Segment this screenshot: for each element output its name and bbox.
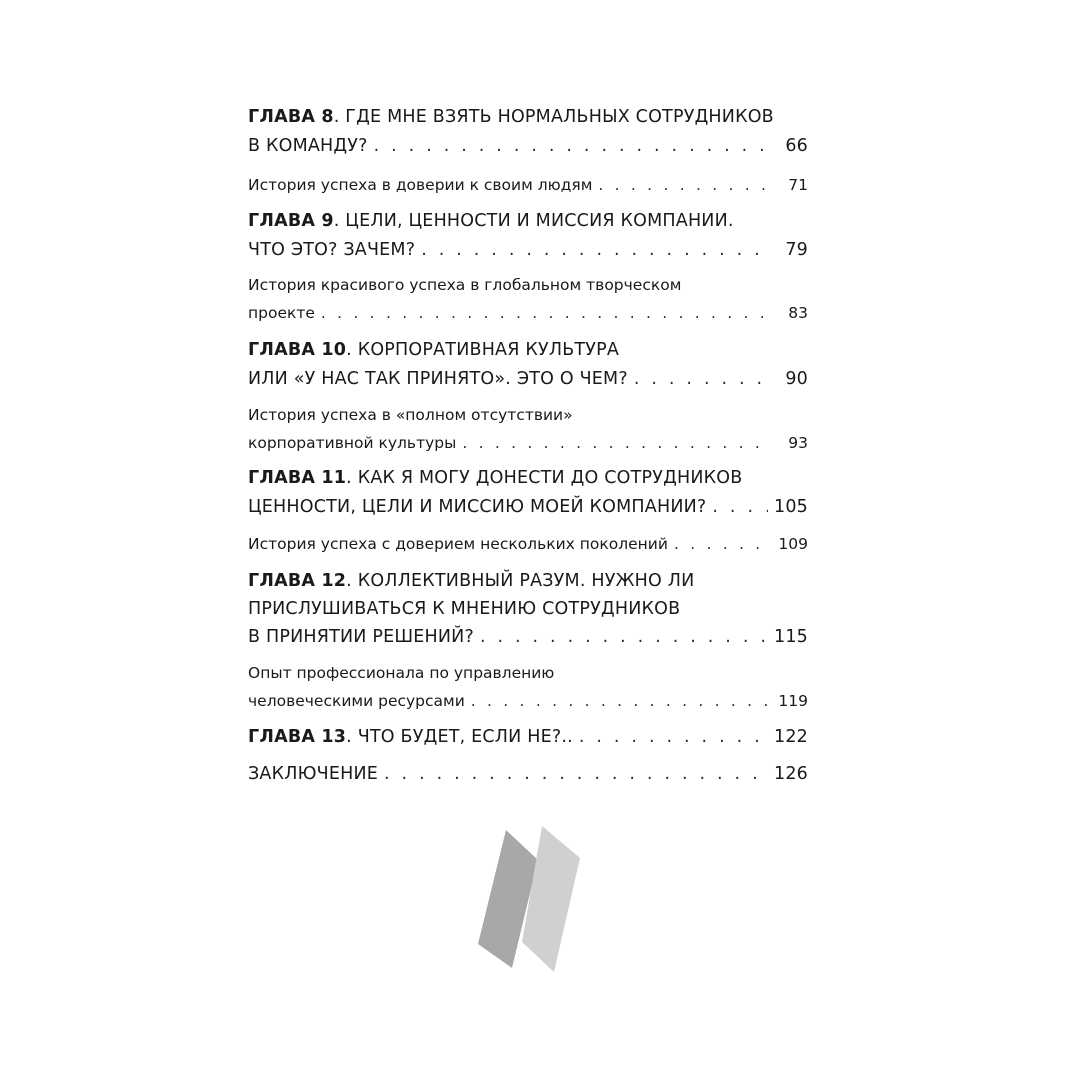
- toc-chapter-11-title[interactable]: [248, 463, 808, 489]
- toc-chapter-8-title[interactable]: [248, 102, 808, 128]
- toc-story-11-entry[interactable]: [248, 529, 808, 555]
- chapter-title: . КОРПОРАТИВНАЯ КУЛЬТУРА: [346, 340, 620, 360]
- dot-leader: [579, 726, 768, 748]
- chapter-title: . КАК Я МОГУ ДОНЕСТИ ДО СОТРУДНИКОВ: [346, 468, 743, 488]
- page-number: 79: [785, 240, 808, 260]
- page-number: 71: [788, 176, 808, 194]
- chapter-title: . КОЛЛЕКТИВНЫЙ РАЗУМ. НУЖНО ЛИ: [346, 571, 695, 591]
- chapter-title: . ГДЕ МНЕ ВЗЯТЬ НОРМАЛЬНЫХ СОТРУДНИКОВ: [333, 107, 774, 127]
- chapter-label: ГЛАВА 11: [248, 468, 347, 488]
- page-number: 122: [773, 727, 808, 747]
- story-title-continued: проекте: [248, 304, 315, 322]
- chapter-title: . ЧТО БУДЕТ, ЕСЛИ НЕ?..: [346, 727, 573, 747]
- toc-story-10-entry[interactable]: [248, 428, 808, 454]
- toc-story-12-entry[interactable]: [248, 686, 808, 712]
- publisher-logo-icon: [470, 826, 582, 972]
- toc-chapter-12-entry[interactable]: [248, 622, 808, 648]
- dot-leader: [471, 690, 772, 712]
- toc-story-10-title[interactable]: [248, 400, 808, 426]
- page-number: 93: [788, 434, 808, 452]
- toc-chapter-10-entry[interactable]: [248, 364, 808, 390]
- chapter-title-continued: ЧТО ЭТО? ЗАЧЕМ?: [248, 240, 416, 260]
- story-title: История красивого успеха в глобальном творческом: [248, 276, 682, 294]
- chapter-title: . ЦЕЛИ, ЦЕННОСТИ И МИССИЯ КОМПАНИИ.: [333, 211, 734, 231]
- chapter-label: ГЛАВА 8: [248, 107, 334, 127]
- page-number: 90: [785, 369, 808, 389]
- toc-chapter-9-entry[interactable]: [248, 235, 808, 261]
- toc-chapter-11-entry[interactable]: [248, 492, 808, 518]
- page-number: 105: [773, 497, 808, 517]
- page-number: 119: [778, 692, 808, 710]
- toc-story-12-title[interactable]: [248, 658, 808, 684]
- toc-chapter-12-title-line2[interactable]: [248, 594, 808, 620]
- chapter-title-continued: ЦЕННОСТИ, ЦЕЛИ И МИССИЮ МОЕЙ КОМПАНИИ?: [248, 497, 707, 517]
- toc-story-8-entry[interactable]: [248, 170, 808, 196]
- story-title: История успеха в «полном отсутствии»: [248, 406, 573, 424]
- toc-chapter-12-title[interactable]: [248, 566, 808, 592]
- story-title-continued: человеческими ресурсами: [248, 692, 465, 710]
- page-number: 66: [785, 136, 808, 156]
- story-title-continued: корпоративной культуры: [248, 434, 457, 452]
- chapter-title-continued: ИЛИ «У НАС ТАК ПРИНЯТО». ЭТО О ЧЕМ?: [248, 369, 628, 389]
- dot-leader: [598, 174, 772, 196]
- toc-chapter-10-title[interactable]: [248, 335, 808, 361]
- page-number: 115: [773, 627, 808, 647]
- story-title: История успеха с доверием нескольких поколений: [248, 535, 668, 553]
- dot-leader: [384, 763, 768, 785]
- chapter-label: ГЛАВА 13: [248, 727, 347, 747]
- chapter-label: ГЛАВА 9: [248, 211, 334, 231]
- chapter-label: ГЛАВА 12: [248, 571, 347, 591]
- page-number: 109: [778, 535, 808, 553]
- dot-leader: [321, 302, 772, 324]
- logo-right-shape: [522, 826, 580, 972]
- story-title: Опыт профессионала по управлению: [248, 664, 555, 682]
- toc-chapter-9-title[interactable]: [248, 206, 808, 232]
- dot-leader: [712, 496, 768, 518]
- chapter-label: ГЛАВА 10: [248, 340, 347, 360]
- toc-story-9-title[interactable]: [248, 270, 808, 296]
- chapter-title-continued: В КОМАНДУ?: [248, 136, 368, 156]
- dot-leader: [374, 135, 772, 157]
- page-number: 126: [773, 764, 808, 784]
- dot-leader: [421, 239, 772, 261]
- page-number: 83: [788, 304, 808, 322]
- toc-chapter-8-entry[interactable]: [248, 131, 808, 157]
- chapter-title-continued: ПРИСЛУШИВАТЬСЯ К МНЕНИЮ СОТРУДНИКОВ: [248, 599, 681, 619]
- story-title: История успеха в доверии к своим людям: [248, 176, 593, 194]
- toc-story-9-entry[interactable]: [248, 298, 808, 324]
- toc-conclusion-entry[interactable]: [248, 759, 808, 785]
- dot-leader: [480, 626, 768, 648]
- dot-leader: [674, 533, 772, 555]
- conclusion-title: ЗАКЛЮЧЕНИЕ: [248, 764, 379, 784]
- toc-chapter-13-entry[interactable]: [248, 722, 808, 748]
- dot-leader: [462, 432, 772, 454]
- chapter-title-continued: В ПРИНЯТИИ РЕШЕНИЙ?: [248, 627, 474, 647]
- dot-leader: [634, 368, 772, 390]
